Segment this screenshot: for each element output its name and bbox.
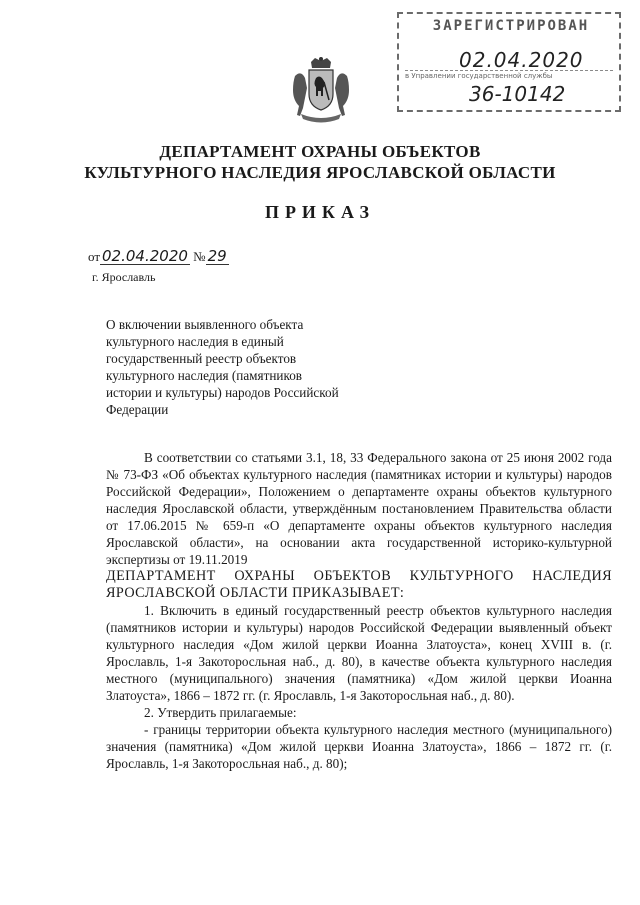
order-number: 29 bbox=[207, 247, 227, 265]
date-prefix: от bbox=[88, 249, 101, 264]
preamble-paragraph: В соответствии со статьями 3.1, 18, 33 Федерального закона от 25 июня 2002 года № 73-ФЗ «Об объектах культурного наследия (памятниках истории и культуры) народов Российской Федерации», Положением о департаменте охраны объектов культурного наследия Ярославской области, утверждённым постановлением Правительства области от 17.06.2015 № 659-п «О департаменте охраны объектов культурного наследия Ярославской области», на основании акта государственной историко-культурной экспертизы от 19.11.2019 bbox=[106, 450, 612, 567]
stamp-number: 36-10142 bbox=[469, 82, 566, 106]
document-type-title: ПРИКАЗ bbox=[264, 202, 376, 222]
stamp-divider bbox=[405, 70, 613, 71]
order-body bbox=[106, 449, 612, 772]
item-2-dash-paragraph: - границы территории объекта культурного наследия местного (муниципального) значения (памятника) «Дом жилой церкви Иоанна Златоуста», 1866 – 1872 гг. (г. Ярославль, 1-я Закоторосльная наб., д. 80); bbox=[106, 722, 612, 771]
registration-stamp bbox=[397, 12, 621, 112]
decree-paragraph: ДЕПАРТАМЕНТ ОХРАНЫ ОБЪЕКТОВ КУЛЬТУРНОГО НАСЛЕДИЯ ЯРОСЛАВСКОЙ ОБЛАСТИ ПРИКАЗЫВАЕТ: bbox=[106, 568, 612, 601]
order-subject: О включении выявленного объекта культурного наследия в единый государственный реестр объектов культурного наследия (памятников истории и культуры) народов Российской Федерации bbox=[106, 317, 339, 417]
number-prefix: № bbox=[193, 249, 206, 264]
order-city: г. Ярославль bbox=[92, 270, 156, 284]
stamp-date: 02.04.2020 bbox=[459, 48, 584, 72]
department-title-line-1: ДЕПАРТАМЕНТ ОХРАНЫ ОБЪЕКТОВ bbox=[159, 142, 481, 161]
item-1-paragraph: 1. Включить в единый государственный реестр объектов культурного наследия (памятников истории и культуры) народов Российской Федерации выявленный объект культурного наследия «Дом жилой церкви Иоанна Златоуста», конец XVIII в. (г. Ярославль, 1-я Закоторосльная наб., д. 80), в качестве объекта культурного наследия местного (муниципального) значения (памятника) «Дом жилой церкви Иоанна Златоуста», 1866 – 1872 гг. (г. Ярославль, 1-я Закоторосльная наб., д. 80). bbox=[106, 603, 612, 703]
stamp-title: ЗАРЕГИСТРИРОВАН bbox=[432, 18, 590, 34]
department-title-line-2: КУЛЬТУРНОГО НАСЛЕДИЯ ЯРОСЛАВСКОЙ ОБЛАСТИ bbox=[84, 163, 556, 182]
stamp-note: в Управлении государственной службы bbox=[405, 72, 553, 80]
yaroslavl-coat-of-arms-icon bbox=[289, 56, 353, 124]
order-date: 02.04.2020 bbox=[102, 247, 188, 265]
order-date-number bbox=[88, 248, 229, 265]
item-2-paragraph: 2. Утвердить прилагаемые: bbox=[144, 705, 297, 720]
